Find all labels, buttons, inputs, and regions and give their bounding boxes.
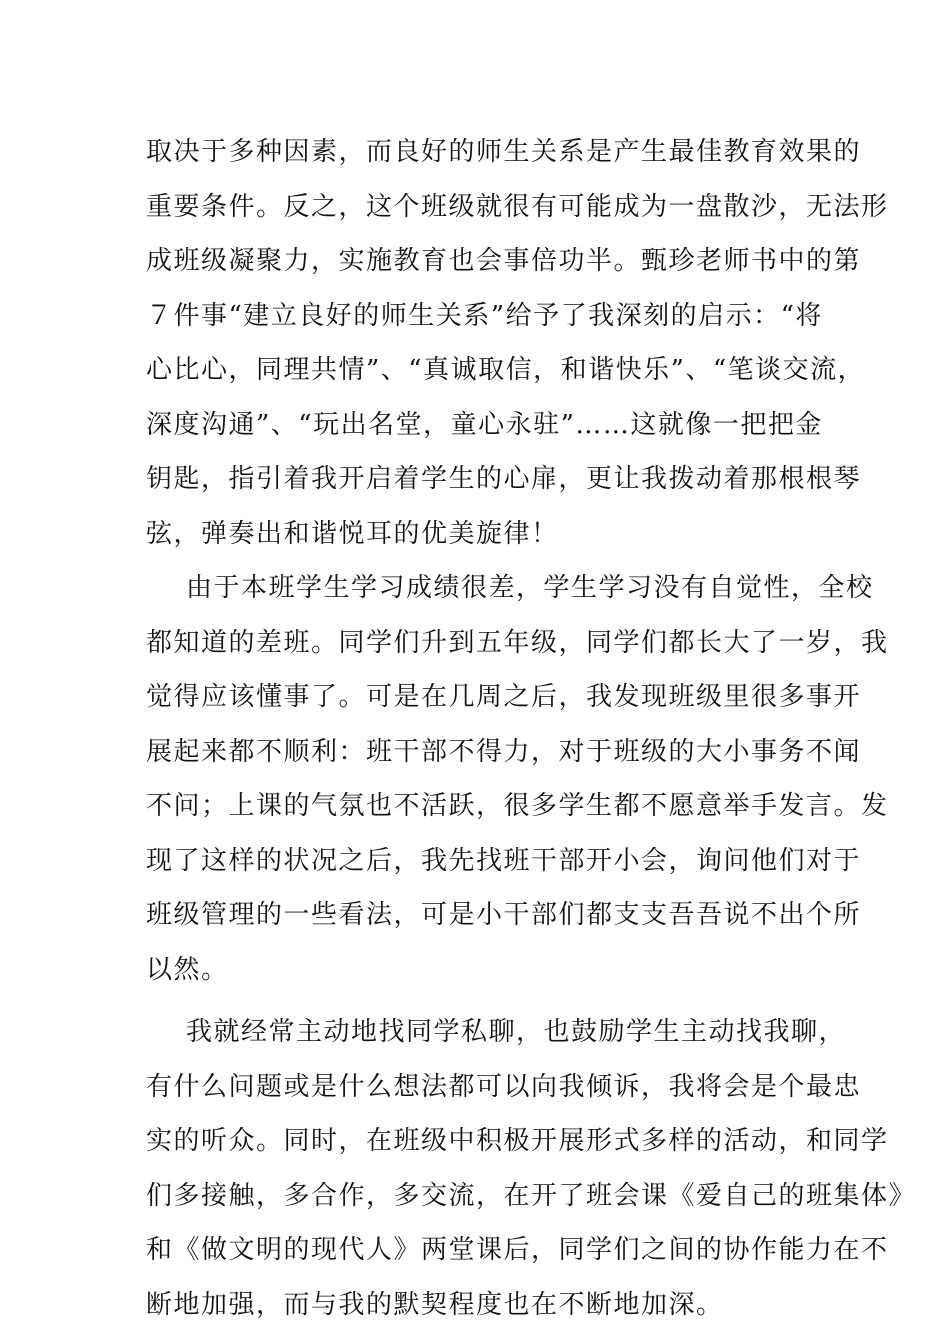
text-line: 断地加强，而与我的默契程度也在不断地加深。: [146, 1289, 724, 1320]
paragraph-3: [146, 1005, 917, 1332]
text-line: 重要条件。反之，这个班级就很有可能成为一盘散沙，无法形: [146, 191, 889, 222]
text-line: 由于本班学生学习成绩很差，学生学习没有自觉性，全校: [186, 573, 874, 603]
text-line: 实的听众。同时，在班级中积极开展形式多样的活动，和同学: [146, 1126, 889, 1156]
text-line: 钥匙，指引着我开启着学生的心扉，更让我拨动着那根根琴: [146, 464, 862, 494]
text-line: ７件事“建立良好的师生关系”给予了我深刻的启示：“将: [146, 300, 823, 331]
text-line: 弦，弹奏出和谐悦耳的优美旋律！: [146, 518, 559, 549]
text-line: 都知道的差班。同学们升到五年级，同学们都长大了一岁，我: [146, 627, 889, 658]
text-line: 和《做文明的现代人》两堂课后，同学们之间的协作能力在不: [146, 1235, 889, 1265]
text-line: 觉得应该懂事了。可是在几周之后，我发现班级里很多事开: [146, 682, 862, 712]
text-line: 展起来都不顺利：班干部不得力，对于班级的大小事务不闻: [146, 736, 862, 767]
text-line: 现了这样的状况之后，我先找班干部开小会，询问他们对于: [146, 845, 862, 876]
text-line: 有什么问题或是什么想法都可以向我倾诉，我将会是个最忠: [146, 1071, 862, 1102]
text-line: 成班级凝聚力，实施教育也会事倍功半。甄珍老师书中的第: [146, 246, 862, 276]
paragraph-1: [146, 125, 889, 561]
text-line: 取决于多种因素，而良好的师生关系是产生最佳教育效果的: [146, 137, 862, 167]
text-line: 深度沟通”、“玩出名堂，童心永驻”……这就像一把把金: [146, 409, 823, 440]
document-body: [146, 125, 917, 1332]
text-line: 班级管理的一些看法，可是小干部们都支支吾吾说不出个所: [146, 900, 862, 930]
text-line: 不问；上课的气氛也不活跃，很多学生都不愿意举手发言。发: [146, 791, 889, 821]
text-line: 心比心，同理共情”、“真诚取信，和谐快乐”、“笔谈交流，: [146, 355, 866, 385]
text-line: 们多接触，多合作，多交流，在开了班会课《爱自己的班集体》: [146, 1180, 917, 1211]
paragraph-2: [146, 561, 889, 997]
text-line: 我就经常主动地找同学私聊，也鼓励学生主动找我聊，: [186, 1017, 847, 1047]
text-line: 以然。: [146, 954, 229, 985]
